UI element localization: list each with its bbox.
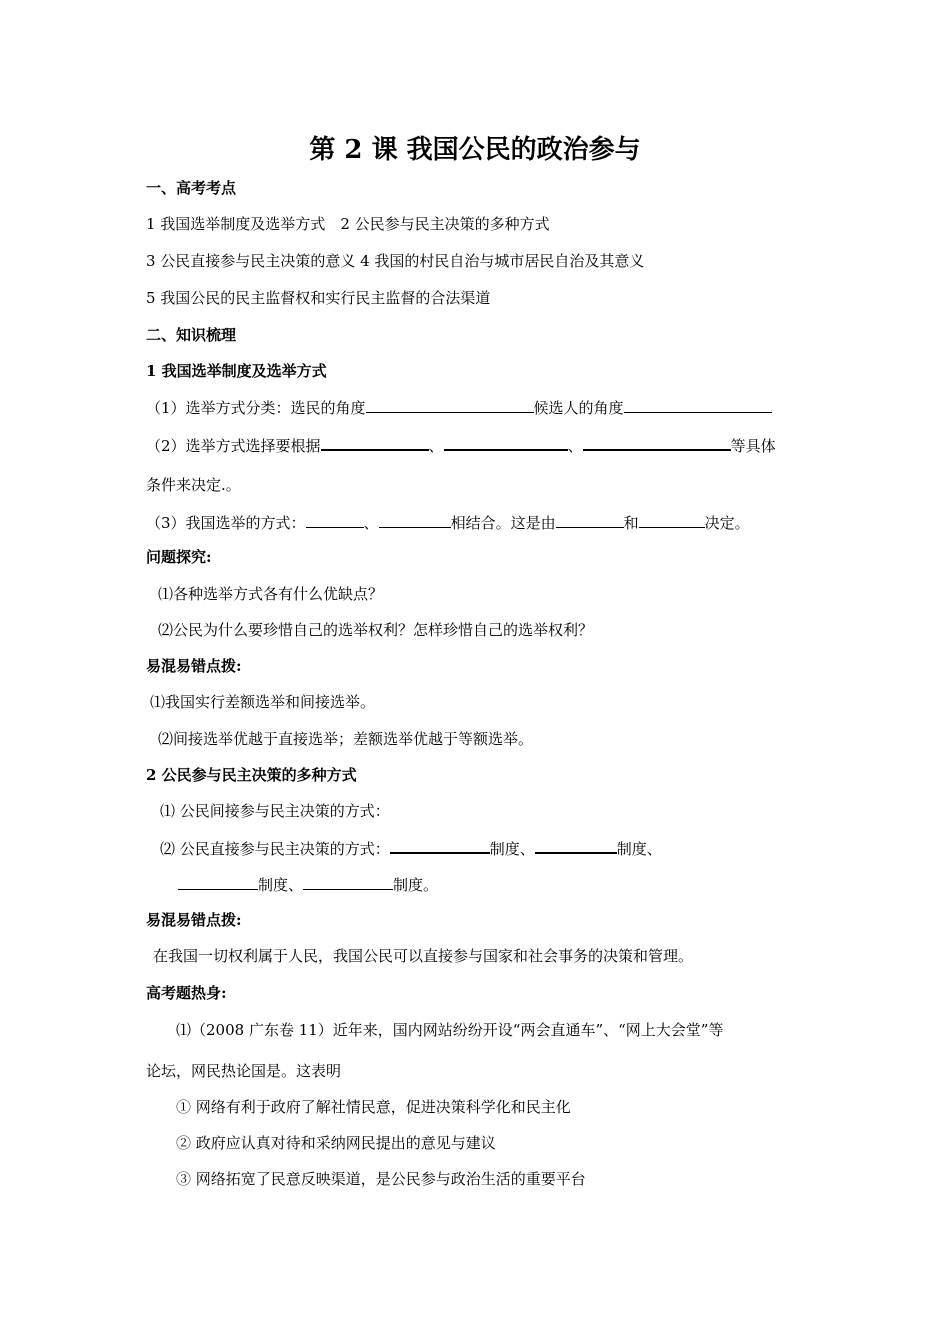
subsection-heading-election: 1 我国选举制度及选举方式	[146, 362, 327, 380]
question-2	[146, 434, 776, 456]
question-2-continuation: 条件来决定.。	[146, 476, 241, 494]
answer-blank[interactable]	[366, 397, 534, 413]
answer-blank[interactable]	[444, 434, 568, 451]
exam-option-3: ③ 网络拓宽了民意反映渠道，是公民参与政治生活的重要平台	[176, 1170, 586, 1188]
exam-point-line-2: 3 公民直接参与民主决策的意义 4 我国的村民自治与城市居民自治及其意义	[146, 252, 645, 270]
question-3-text-d: 决定。	[704, 514, 750, 532]
section-heading-knowledge: 二、知识梳理	[146, 326, 237, 344]
question-2-separator: 、	[428, 437, 444, 455]
question-3-text-c: 和	[623, 514, 639, 532]
exam-question-continuation: 论坛，网民热论国是。这表明	[146, 1062, 342, 1080]
question-3	[146, 512, 750, 533]
question-3-text-b: 相结合。这是由	[450, 514, 556, 532]
confusion-1-item-a: ⑴我国实行差额选举和间接选举。	[150, 693, 376, 711]
page-title: 第 2 课 我国公民的政治参与	[309, 135, 641, 165]
answer-blank[interactable]	[624, 397, 772, 413]
question-2-text-b: 等具体	[730, 437, 776, 455]
exam-option-1: ① 网络有利于政府了解社情民意，促进决策科学化和民主化	[176, 1098, 571, 1116]
section-heading-exam-points: 一、高考考点	[146, 179, 237, 197]
method-direct	[160, 837, 662, 859]
method-direct-text: ⑵ 公民直接参与民主决策的方式：	[160, 840, 390, 858]
answer-blank[interactable]	[306, 512, 364, 528]
answer-blank[interactable]	[390, 837, 490, 854]
answer-blank[interactable]	[556, 512, 624, 528]
question-1-text-b: 候选人的角度	[533, 399, 624, 417]
method-indirect: ⑴ 公民间接参与民主决策的方式：	[160, 802, 390, 820]
method-direct-continuation	[178, 874, 438, 895]
answer-blank[interactable]	[639, 512, 705, 528]
confusion-heading-1: 易混易错点拨:	[146, 657, 242, 675]
answer-blank[interactable]	[178, 874, 258, 890]
exam-warmup-heading: 高考题热身:	[146, 984, 227, 1002]
method-direct-suffix: 制度、	[489, 840, 535, 858]
exam-point-line-3: 5 我国公民的民主监督权和实行民主监督的合法渠道	[146, 289, 491, 307]
question-1	[146, 397, 772, 418]
explore-question-2: ⑵公民为什么要珍惜自己的选举权利？怎样珍惜自己的选举权利？	[158, 621, 594, 639]
exam-question: ⑴（2008 广东卷 11）近年来，国内网站纷纷开设“两会直通车”、“网上大会堂”等	[176, 1021, 724, 1039]
question-2-separator: 、	[567, 437, 583, 455]
exam-option-2: ② 政府应认真对待和采纳网民提出的意见与建议	[176, 1134, 496, 1152]
answer-blank[interactable]	[535, 837, 617, 854]
answer-blank[interactable]	[303, 874, 393, 890]
subsection-heading-decision: 2 公民参与民主决策的多种方式	[146, 766, 357, 784]
exam-point-line-1: 1 我国选举制度及选举方式 2 公民参与民主决策的多种方式	[146, 215, 550, 233]
explore-heading: 问题探究:	[146, 548, 212, 566]
question-3-separator: 、	[363, 514, 379, 532]
method-direct-suffix: 制度。	[393, 876, 439, 894]
explore-question-1: ⑴各种选举方式各有什么优缺点？	[158, 585, 384, 603]
answer-blank[interactable]	[379, 512, 451, 528]
method-direct-suffix: 制度、	[616, 840, 662, 858]
confusion-heading-2: 易混易错点拨:	[146, 911, 242, 929]
answer-blank[interactable]	[583, 434, 731, 451]
confusion-2-item-a: 在我国一切权利属于人民，我国公民可以直接参与国家和社会事务的决策和管理。	[153, 947, 694, 965]
method-direct-suffix: 制度、	[258, 876, 304, 894]
answer-blank[interactable]	[321, 434, 429, 451]
confusion-1-item-b: ⑵间接选举优越于直接选举；差额选举优越于等额选举。	[158, 730, 534, 748]
question-2-text-a: （2）选举方式选择要根据	[146, 437, 321, 455]
question-3-text-a: （3）我国选举的方式：	[146, 514, 306, 532]
question-1-text-a: （1）选举方式分类：选民的角度	[146, 399, 366, 417]
